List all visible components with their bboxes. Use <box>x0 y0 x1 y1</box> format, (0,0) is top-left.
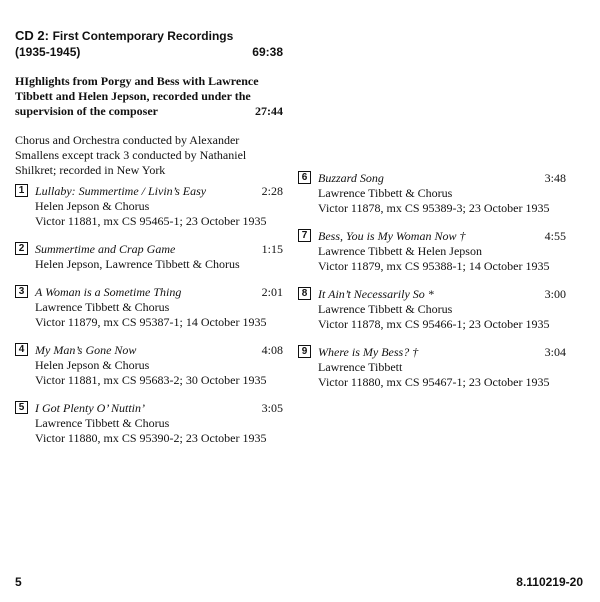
track-entry <box>15 285 283 330</box>
track-title-row <box>35 285 283 300</box>
track-artists: Lawrence Tibbett & Chorus <box>35 416 170 430</box>
track-title-row <box>35 401 283 416</box>
track-duration: 4:55 <box>544 229 566 243</box>
cd-title: First Contemporary Recordings <box>52 29 234 43</box>
track-number: 8 <box>298 287 311 300</box>
track-duration: 3:00 <box>544 287 566 301</box>
track-duration: 2:28 <box>261 184 283 198</box>
track-title-row <box>318 229 566 244</box>
track-number: 4 <box>15 343 28 356</box>
cd-title-line <box>15 28 283 44</box>
track-duration: 3:48 <box>544 171 566 185</box>
track-recording: Victor 11879, mx CS 95387-1; 14 October 1935 <box>35 315 267 329</box>
track-recording: Victor 11878, mx CS 95466-1; 23 October 1935 <box>318 317 550 331</box>
cd-years: (1935-1945) <box>15 45 81 59</box>
track-title: Bess, You is My Woman Now † <box>318 229 466 243</box>
credits-line: Smallens except track 3 conducted by Nathaniel <box>15 148 247 162</box>
track-artists: Lawrence Tibbett & Helen Jepson <box>318 244 482 258</box>
track-recording: Victor 11878, mx CS 95389-3; 23 October 1935 <box>318 201 550 215</box>
highlights-line: HIghlights from Porgy and Bess with Lawrence <box>15 74 259 88</box>
track-title: My Man’s Gone Now <box>35 343 137 357</box>
track-title-row <box>318 287 566 302</box>
track-recording: Victor 11880, mx CS 95467-1; 23 October 1935 <box>318 375 550 389</box>
catalog-number: 8.110219-20 <box>516 575 583 589</box>
track-recording: Victor 11880, mx CS 95390-2; 23 October 1935 <box>35 431 267 445</box>
credits-line: Chorus and Orchestra conducted by Alexander <box>15 133 240 147</box>
track-title: It Ain’t Necessarily So * <box>318 287 434 301</box>
track-recording: Victor 11881, mx CS 95683-2; 30 October 1935 <box>35 373 267 387</box>
track-recording: Victor 11879, mx CS 95388-1; 14 October 1935 <box>318 259 550 273</box>
track-list-left <box>15 184 283 446</box>
track-entry <box>15 343 283 388</box>
track-title: Summertime and Crap Game <box>35 242 176 256</box>
credits-line: Shilkret; recorded in New York <box>15 163 166 177</box>
track-entry <box>15 242 283 272</box>
track-recording: Victor 11881, mx CS 95465-1; 23 October 1935 <box>35 214 267 228</box>
track-entry <box>15 401 283 446</box>
highlights-duration: 27:44 <box>255 104 283 118</box>
track-number: 1 <box>15 184 28 197</box>
track-title: I Got Plenty O’ Nuttin’ <box>35 401 145 415</box>
track-list-right <box>298 171 566 390</box>
track-number: 6 <box>298 171 311 184</box>
cd-label: CD 2: <box>15 28 49 43</box>
highlights-line: Tibbett and Helen Jepson, recorded under the <box>15 89 251 103</box>
track-entry <box>298 171 566 216</box>
track-duration: 4:08 <box>261 343 283 357</box>
track-duration: 3:05 <box>261 401 283 415</box>
track-title-row <box>35 343 283 358</box>
track-artists: Lawrence Tibbett <box>318 360 403 374</box>
track-number: 5 <box>15 401 28 414</box>
track-title: Lullaby: Summertime / Livin’s Easy <box>35 184 207 198</box>
cd-years-line <box>15 44 283 60</box>
track-number: 9 <box>298 345 311 358</box>
highlights-block <box>15 74 283 119</box>
track-entry <box>298 345 566 390</box>
track-artists: Helen Jepson & Chorus <box>35 358 150 372</box>
cd-header <box>15 28 283 178</box>
track-duration: 3:04 <box>544 345 566 359</box>
track-number: 2 <box>15 242 28 255</box>
track-title: Where is My Bess? † <box>318 345 419 359</box>
track-artists: Helen Jepson, Lawrence Tibbett & Chorus <box>35 257 240 271</box>
track-title: Buzzard Song <box>318 171 384 185</box>
track-title-row <box>318 345 566 360</box>
track-number: 3 <box>15 285 28 298</box>
track-number: 7 <box>298 229 311 242</box>
highlights-last-line <box>15 104 283 119</box>
highlights-line: supervision of the composer <box>15 104 158 118</box>
track-artists: Lawrence Tibbett & Chorus <box>318 186 453 200</box>
cd-duration: 69:38 <box>252 45 283 59</box>
track-artists: Helen Jepson & Chorus <box>35 199 150 213</box>
track-duration: 1:15 <box>261 242 283 256</box>
track-artists: Lawrence Tibbett & Chorus <box>318 302 453 316</box>
credits-block <box>15 133 283 178</box>
track-entry <box>15 184 283 229</box>
track-title: A Woman is a Sometime Thing <box>35 285 182 299</box>
track-entry <box>298 287 566 332</box>
track-duration: 2:01 <box>261 285 283 299</box>
track-artists: Lawrence Tibbett & Chorus <box>35 300 170 314</box>
track-entry <box>298 229 566 274</box>
track-title-row <box>35 242 283 257</box>
track-title-row <box>35 184 283 199</box>
page-number: 5 <box>15 575 22 589</box>
track-title-row <box>318 171 566 186</box>
